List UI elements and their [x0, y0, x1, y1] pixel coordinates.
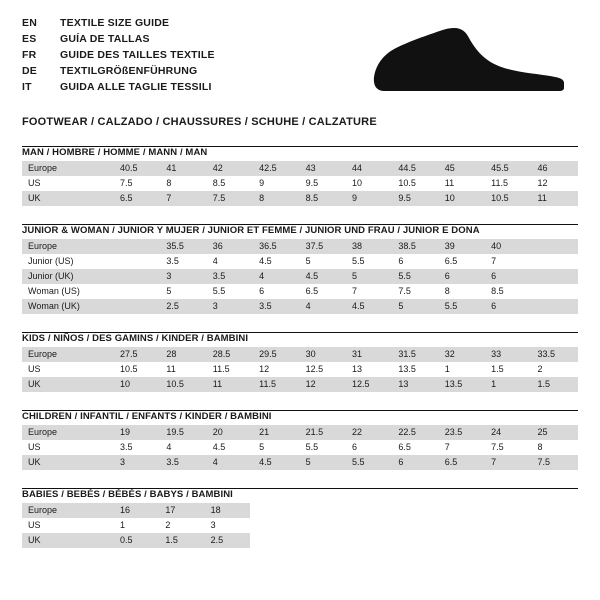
size-cell: 37.5	[300, 239, 346, 254]
row-label: UK	[22, 533, 114, 548]
size-cell: 27.5	[114, 347, 160, 362]
size-cell: 6	[439, 269, 485, 284]
row-label: Woman (US)	[22, 284, 114, 299]
size-cell: 8.5	[300, 191, 346, 206]
size-cell: 0.5	[114, 533, 159, 548]
size-cell: 8	[160, 176, 206, 191]
size-cell	[114, 239, 160, 254]
size-cell: 6.5	[392, 440, 438, 455]
size-cell: 7.5	[114, 176, 160, 191]
table-row	[22, 191, 578, 206]
size-cell	[532, 254, 578, 269]
row-label: US	[22, 362, 114, 377]
size-cell: 33	[485, 347, 531, 362]
table-row	[22, 347, 578, 362]
size-cell: 44.5	[392, 161, 438, 176]
page-header	[22, 16, 578, 100]
size-cell: 1	[485, 377, 531, 392]
size-cell: 10.5	[392, 176, 438, 191]
size-cell: 21	[253, 425, 299, 440]
dress-shoe-icon	[362, 20, 572, 100]
size-cell: 4	[253, 269, 299, 284]
size-cell: 5.5	[392, 269, 438, 284]
language-code: FR	[22, 49, 37, 61]
size-cell: 8.5	[485, 284, 531, 299]
size-cell: 6	[392, 254, 438, 269]
row-label: Europe	[22, 503, 114, 518]
size-cell: 36.5	[253, 239, 299, 254]
size-cell: 19	[114, 425, 160, 440]
size-cell: 6.5	[300, 284, 346, 299]
size-group-title: JUNIOR & WOMAN / JUNIOR Y MUJER / JUNIOR ET FEMME / JUNIOR UND FRAU / JUNIOR E DONA	[22, 225, 480, 236]
size-cell: 4.5	[300, 269, 346, 284]
size-cell: 12	[300, 377, 346, 392]
size-cell: 5.5	[207, 284, 253, 299]
size-cell: 12.5	[300, 362, 346, 377]
size-cell: 1.5	[532, 377, 578, 392]
table-row	[22, 161, 578, 176]
size-cell: 35.5	[160, 239, 206, 254]
size-cell: 6.5	[439, 455, 485, 470]
table-row	[22, 533, 250, 548]
size-cell: 10	[439, 191, 485, 206]
size-cell: 23.5	[439, 425, 485, 440]
size-group-title: CHILDREN / INFANTIL / ENFANTS / KINDER / BAMBINI	[22, 411, 272, 422]
size-cell: 40.5	[114, 161, 160, 176]
size-cell: 8	[253, 191, 299, 206]
size-cell: 39	[439, 239, 485, 254]
size-cell: 12.5	[346, 377, 392, 392]
language-code: IT	[22, 81, 32, 93]
size-cell: 1.5	[159, 533, 204, 548]
size-cell: 44	[346, 161, 392, 176]
size-cell: 40	[485, 239, 531, 254]
table-row	[22, 284, 578, 299]
size-group-title: KIDS / NIÑOS / DES GAMINS / KINDER / BAMBINI	[22, 333, 249, 344]
size-cell: 7.5	[485, 440, 531, 455]
table-row	[22, 362, 578, 377]
table-row	[22, 239, 578, 254]
row-label: Europe	[22, 239, 114, 254]
row-label: US	[22, 440, 114, 455]
size-cell: 24	[485, 425, 531, 440]
size-cell: 21.5	[300, 425, 346, 440]
table-row	[22, 254, 578, 269]
size-cell: 5.5	[300, 440, 346, 455]
size-group	[22, 410, 578, 470]
size-cell: 12	[532, 176, 578, 191]
table-row	[22, 425, 578, 440]
size-cell: 10	[114, 377, 160, 392]
language-text: TEXTILE SIZE GUIDE	[60, 17, 170, 29]
size-cell: 5	[346, 269, 392, 284]
size-group	[22, 146, 578, 206]
size-cell: 10	[346, 176, 392, 191]
size-tables-container	[22, 146, 578, 548]
row-label: Junior (UK)	[22, 269, 114, 284]
size-cell: 9	[253, 176, 299, 191]
size-table	[22, 347, 578, 392]
language-code: EN	[22, 17, 37, 29]
size-cell: 3	[207, 299, 253, 314]
language-row	[22, 16, 215, 32]
size-cell: 43	[300, 161, 346, 176]
size-cell: 4	[300, 299, 346, 314]
size-cell: 5.5	[439, 299, 485, 314]
size-cell: 4	[207, 455, 253, 470]
size-table	[22, 161, 578, 206]
size-cell: 13.5	[439, 377, 485, 392]
size-cell: 45.5	[485, 161, 531, 176]
language-row	[22, 32, 215, 48]
size-cell: 33.5	[532, 347, 578, 362]
size-cell: 3.5	[160, 254, 206, 269]
row-label: Europe	[22, 161, 114, 176]
size-cell: 2	[159, 518, 204, 533]
row-label: Junior (US)	[22, 254, 114, 269]
language-row	[22, 64, 215, 80]
size-cell	[532, 269, 578, 284]
table-row	[22, 176, 578, 191]
size-cell: 17	[159, 503, 204, 518]
row-label: Europe	[22, 347, 114, 362]
row-label: UK	[22, 377, 114, 392]
table-row	[22, 299, 578, 314]
size-cell: 32	[439, 347, 485, 362]
size-cell: 19.5	[160, 425, 206, 440]
size-cell: 4	[207, 254, 253, 269]
size-cell: 6	[485, 299, 531, 314]
language-code: DE	[22, 65, 37, 77]
row-label: Woman (UK)	[22, 299, 114, 314]
size-cell: 7	[439, 440, 485, 455]
size-group-title: MAN / HOMBRE / HOMME / MANN / MAN	[22, 147, 208, 158]
size-cell: 5.5	[346, 455, 392, 470]
size-cell: 13	[346, 362, 392, 377]
size-table	[22, 425, 578, 470]
size-cell: 7.5	[532, 455, 578, 470]
size-cell: 4.5	[253, 455, 299, 470]
size-cell: 46	[532, 161, 578, 176]
size-cell: 11	[439, 176, 485, 191]
size-cell: 6.5	[439, 254, 485, 269]
size-cell: 5	[300, 254, 346, 269]
size-group	[22, 224, 578, 314]
size-cell: 41	[160, 161, 206, 176]
size-cell: 9	[346, 191, 392, 206]
size-cell: 8	[439, 284, 485, 299]
size-group	[22, 488, 578, 548]
size-cell: 10.5	[485, 191, 531, 206]
size-cell: 30	[300, 347, 346, 362]
size-cell: 9.5	[392, 191, 438, 206]
language-row	[22, 48, 215, 64]
size-cell: 2	[532, 362, 578, 377]
size-cell: 11.5	[485, 176, 531, 191]
size-cell: 6	[253, 284, 299, 299]
language-text: TEXTILGRÖßENFÜHRUNG	[60, 65, 198, 77]
table-row	[22, 503, 250, 518]
size-cell: 9.5	[300, 176, 346, 191]
size-cell: 1.5	[485, 362, 531, 377]
size-cell: 45	[439, 161, 485, 176]
language-title-list	[22, 16, 215, 96]
size-cell	[532, 284, 578, 299]
size-cell: 29.5	[253, 347, 299, 362]
size-cell: 18	[205, 503, 250, 518]
row-label: UK	[22, 455, 114, 470]
size-cell: 3	[160, 269, 206, 284]
size-cell	[114, 299, 160, 314]
size-cell: 11.5	[253, 377, 299, 392]
language-row	[22, 80, 215, 96]
size-cell: 7	[346, 284, 392, 299]
size-cell: 13	[392, 377, 438, 392]
size-cell	[532, 239, 578, 254]
size-cell: 11	[532, 191, 578, 206]
size-cell: 6.5	[114, 191, 160, 206]
size-cell: 4.5	[207, 440, 253, 455]
size-cell	[114, 284, 160, 299]
size-cell: 3.5	[160, 455, 206, 470]
size-cell: 2.5	[160, 299, 206, 314]
size-cell: 2.5	[205, 533, 250, 548]
size-cell: 36	[207, 239, 253, 254]
size-cell: 4.5	[346, 299, 392, 314]
size-cell: 12	[253, 362, 299, 377]
size-cell: 11	[160, 362, 206, 377]
table-row	[22, 518, 250, 533]
size-cell: 3	[205, 518, 250, 533]
size-cell: 3.5	[207, 269, 253, 284]
size-group-title: BABIES / BEBÉS / BÉBÉS / BABYS / BAMBINI	[22, 489, 233, 500]
size-cell: 5.5	[346, 254, 392, 269]
row-label: UK	[22, 191, 114, 206]
size-cell: 5	[300, 455, 346, 470]
size-cell: 5	[160, 284, 206, 299]
size-cell: 6	[392, 455, 438, 470]
table-row	[22, 455, 578, 470]
language-code: ES	[22, 33, 37, 45]
language-text: GUIDA ALLE TAGLIE TESSILI	[60, 81, 212, 93]
size-cell: 22.5	[392, 425, 438, 440]
size-table	[22, 503, 250, 548]
table-row	[22, 377, 578, 392]
page-title: FOOTWEAR / CALZADO / CHAUSSURES / SCHUHE / CALZATURE	[22, 116, 377, 128]
size-cell: 25	[532, 425, 578, 440]
size-cell: 7	[485, 455, 531, 470]
size-cell: 11.5	[207, 362, 253, 377]
table-row	[22, 440, 578, 455]
size-cell: 13.5	[392, 362, 438, 377]
size-cell: 28	[160, 347, 206, 362]
row-label: Europe	[22, 425, 114, 440]
size-cell: 7	[160, 191, 206, 206]
size-cell: 42.5	[253, 161, 299, 176]
size-cell: 16	[114, 503, 159, 518]
size-group	[22, 332, 578, 392]
language-text: GUIDE DES TAILLES TEXTILE	[60, 49, 215, 61]
size-cell: 31	[346, 347, 392, 362]
size-cell: 7	[485, 254, 531, 269]
language-title-rows	[22, 16, 215, 96]
row-label: US	[22, 518, 114, 533]
size-cell: 42	[207, 161, 253, 176]
size-cell: 1	[439, 362, 485, 377]
size-cell: 6	[346, 440, 392, 455]
size-cell: 31.5	[392, 347, 438, 362]
size-cell: 38.5	[392, 239, 438, 254]
size-cell: 4	[160, 440, 206, 455]
size-cell	[114, 269, 160, 284]
size-cell: 28.5	[207, 347, 253, 362]
size-cell: 20	[207, 425, 253, 440]
size-table	[22, 239, 578, 314]
language-text: GUÍA DE TALLAS	[60, 33, 150, 45]
size-cell: 3	[114, 455, 160, 470]
table-row	[22, 269, 578, 284]
size-cell: 8.5	[207, 176, 253, 191]
size-cell: 8	[532, 440, 578, 455]
size-cell: 22	[346, 425, 392, 440]
size-cell: 1	[114, 518, 159, 533]
size-cell: 7.5	[392, 284, 438, 299]
size-cell: 10.5	[160, 377, 206, 392]
size-cell: 10.5	[114, 362, 160, 377]
size-cell: 38	[346, 239, 392, 254]
row-label: US	[22, 176, 114, 191]
size-cell: 5	[253, 440, 299, 455]
size-cell	[532, 299, 578, 314]
size-cell	[114, 254, 160, 269]
size-cell: 3.5	[114, 440, 160, 455]
size-cell: 4.5	[253, 254, 299, 269]
size-cell: 5	[392, 299, 438, 314]
size-cell: 3.5	[253, 299, 299, 314]
size-cell: 6	[485, 269, 531, 284]
size-cell: 7.5	[207, 191, 253, 206]
size-cell: 11	[207, 377, 253, 392]
